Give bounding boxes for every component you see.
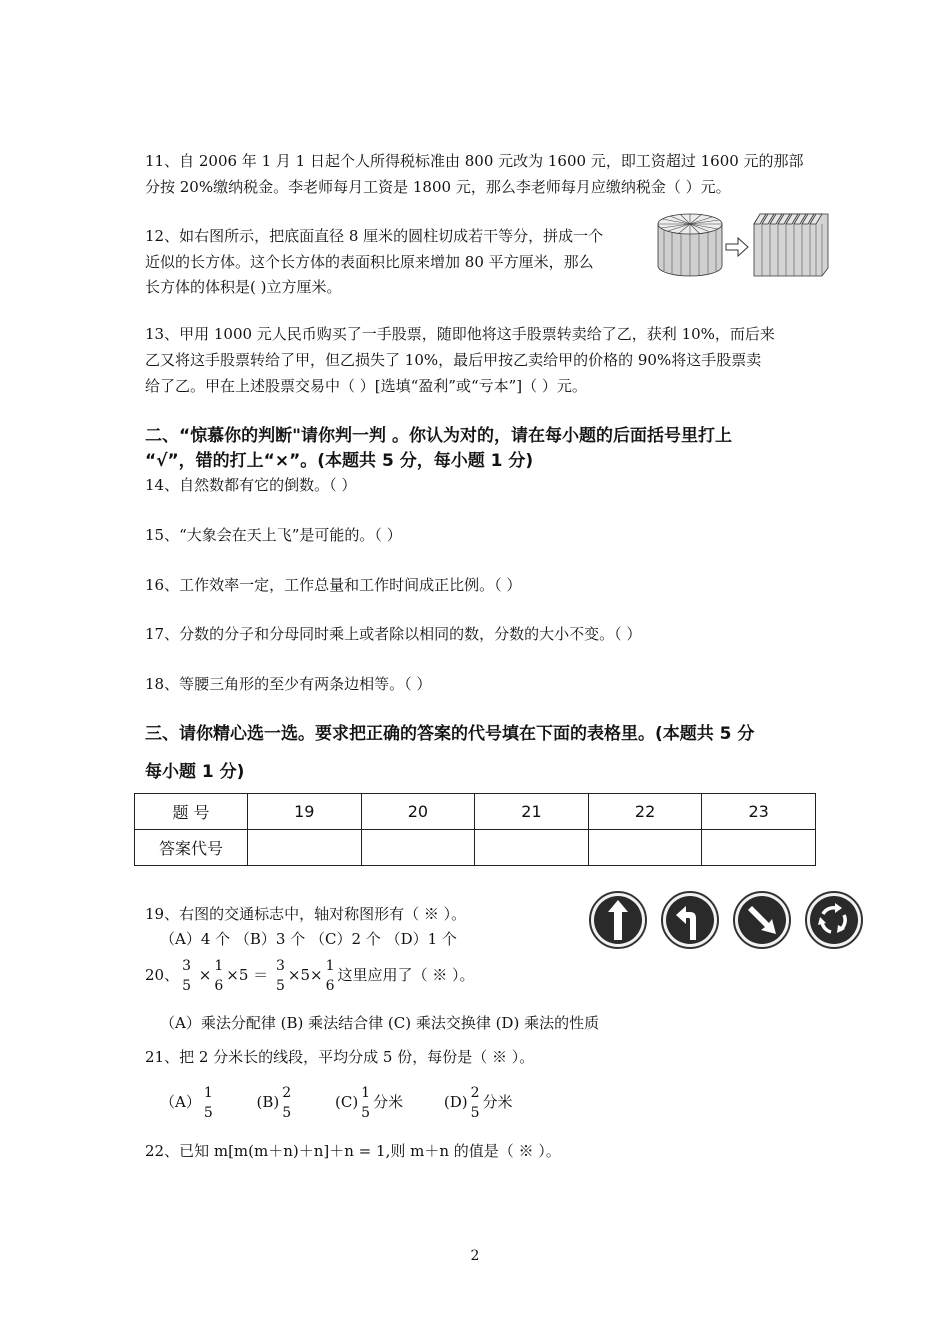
option-b-label: (B) — [256, 1093, 280, 1111]
question-14: 14、自然数都有它的倒数。（ ） — [145, 476, 357, 494]
table-number-20: 20 — [361, 794, 475, 830]
option-c-label: (C) — [334, 1093, 359, 1111]
question-20-options: （A）乘法分配律 (B) 乘法结合律 (C) 乘法交换律 (D) 乘法的性质 — [160, 1014, 600, 1032]
roundabout-sign-icon — [804, 890, 864, 950]
answer-cell-19[interactable] — [248, 830, 362, 866]
section-3-heading-line-2: 每小题 1 分) — [145, 762, 245, 782]
question-18: 18、等腰三角形的至少有两条边相等。（ ） — [145, 675, 432, 693]
question-11-line-2: 分按 20%缴纳税金。李老师每月工资是 1800 元，那么李老师每月应缴纳税金（ ）元。 — [145, 178, 731, 196]
question-13-line-3: 给了乙。甲在上述股票交易中（ ）[选填“盈利”或“亏本”]（ ）元。 — [145, 377, 587, 395]
option-d-unit: 分米 — [482, 1093, 513, 1111]
question-17: 17、分数的分子和分母同时乘上或者除以相同的数，分数的大小不变。（ ） — [145, 625, 642, 643]
option-a-fraction: 1 5 — [203, 1085, 213, 1121]
question-12-line-1: 12、如右图所示，把底面直径 8 厘米的圆柱切成若干等分，拼成一个 — [145, 227, 604, 245]
answer-cell-21[interactable] — [475, 830, 589, 866]
question-12-line-2: 近似的长方体。这个长方体的表面积比原来增加 80 平方厘米，那么 — [145, 253, 594, 271]
answer-table — [134, 793, 816, 866]
question-13-line-2: 乙又将这手股票转给了甲，但乙损失了 10%，最后甲按乙卖给甲的价格的 90%将这手股票卖 — [145, 351, 762, 369]
cuboid-shape — [754, 214, 828, 276]
question-19-options: （A）4 个 （B）3 个 （C）2 个 （D）1 个 — [160, 930, 457, 948]
question-21-line-1: 21、把 2 分米长的线段，平均分成 5 份，每份是（ ※ ）。 — [145, 1048, 535, 1066]
table-answer-label: 答案代号 — [135, 830, 248, 866]
cylinder-to-cuboid-figure — [656, 210, 831, 280]
answer-table-answer-row — [135, 830, 816, 866]
table-number-21: 21 — [475, 794, 589, 830]
answer-cell-23[interactable] — [702, 830, 816, 866]
page-number: 2 — [470, 1248, 480, 1264]
question-20-mid: ×5 ＝ — [226, 966, 269, 984]
diagonal-arrow-sign-icon — [732, 890, 792, 950]
question-12-line-3: 长方体的体积是( )立方厘米。 — [145, 278, 342, 296]
fraction-3-5-b: 3 5 — [275, 958, 285, 994]
question-13-line-1: 13、甲用 1000 元人民币购买了一手股票，随即他将这手股票转卖给了乙，获利 10%，而后来 — [145, 325, 775, 343]
question-20-expression — [145, 956, 475, 996]
table-number-19: 19 — [248, 794, 362, 830]
answer-cell-22[interactable] — [588, 830, 702, 866]
option-d-label: (D) — [443, 1093, 468, 1111]
question-21-options — [160, 1083, 513, 1123]
question-19-line-1: 19、右图的交通标志中，轴对称图形有（ ※ ）。 — [145, 905, 467, 923]
question-20-mid2: ×5× — [287, 966, 323, 984]
question-22: 22、已知 m[m(m＋n)＋n]＋n = 1,则 m＋n 的值是（ ※ ）。 — [145, 1142, 561, 1160]
question-20-prefix: 20、 — [145, 966, 180, 984]
section-2-heading-line-2: “√”，错的打上“×”。(本题共 5 分，每小题 1 分) — [145, 451, 534, 471]
arrow-shape — [726, 238, 748, 256]
option-d-fraction: 2 5 — [470, 1085, 480, 1121]
fraction-1-6-b: 1 6 — [325, 958, 335, 994]
cylinder-shape — [658, 214, 722, 276]
section-3-heading-line-1: 三、请你精心选一选。要求把正确的答案的代号填在下面的表格里。(本题共 5 分 — [145, 724, 755, 744]
question-16: 16、工作效率一定，工作总量和工作时间成正比例。（ ） — [145, 576, 522, 594]
fraction-3-5: 3 5 — [182, 958, 192, 994]
option-c-unit: 分米 — [373, 1093, 404, 1111]
left-turn-arrow-sign-icon — [660, 890, 720, 950]
answer-cell-20[interactable] — [361, 830, 475, 866]
section-2-heading-line-1: 二、“惊慕你的判断"请你判一判 。你认为对的，请在每小题的后面括号里打上 — [145, 426, 732, 446]
option-b-fraction: 2 5 — [282, 1085, 292, 1121]
table-number-23: 23 — [702, 794, 816, 830]
question-11-line-1: 11、自 2006 年 1 月 1 日起个人所得税标准由 800 元改为 1600 元，即工资超过 1600 元的那部 — [145, 152, 804, 170]
table-number-22: 22 — [588, 794, 702, 830]
answer-table-header-row — [135, 794, 816, 830]
option-c-fraction: 1 5 — [361, 1085, 371, 1121]
question-20-suffix: 这里应用了（ ※ ）。 — [337, 966, 475, 984]
question-15: 15、“大象会在天上飞”是可能的。（ ） — [145, 526, 402, 544]
straight-arrow-sign-icon — [588, 890, 648, 950]
times-sign: × — [198, 966, 212, 984]
table-header-label: 题 号 — [135, 794, 248, 830]
option-a-label: （A） — [160, 1093, 201, 1111]
fraction-1-6: 1 6 — [214, 958, 224, 994]
